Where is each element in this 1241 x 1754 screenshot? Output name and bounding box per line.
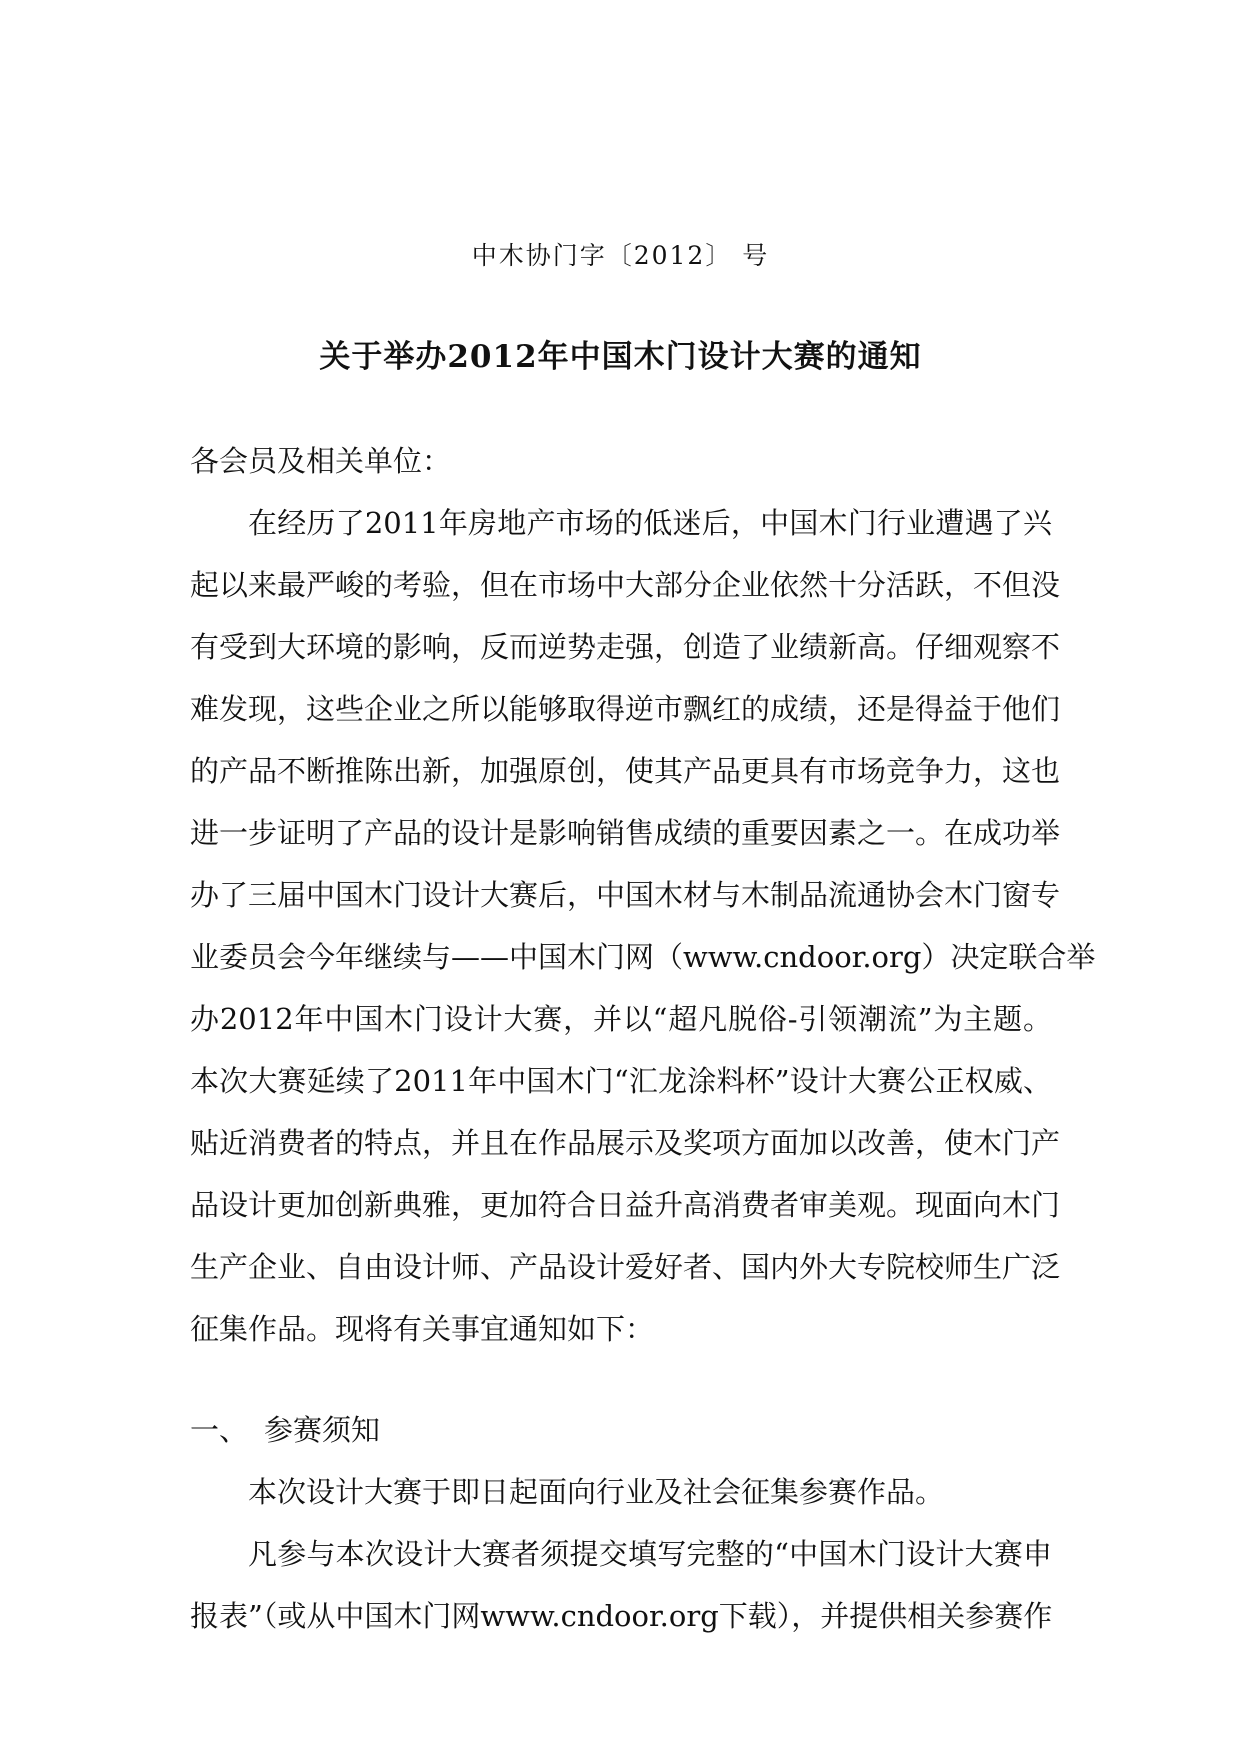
salutation: 各会员及相关单位： xyxy=(190,444,452,478)
paragraph-line: 品设计更加创新典雅，更加符合日益升高消费者审美观。现面向木门 xyxy=(190,1188,1061,1222)
paragraph-line: 本次设计大赛于即日起面向行业及社会征集参赛作品。 xyxy=(248,1475,945,1509)
section-heading xyxy=(190,1399,1052,1461)
paragraph-line: 贴近消费者的特点，并且在作品展示及奖项方面加以改善，使木门产 xyxy=(190,1126,1061,1160)
paragraph-line: 业委员会今年继续与——中国木门网（www.cndoor.org）决定联合举 xyxy=(190,940,1096,974)
paragraph-intro xyxy=(190,492,1096,1360)
paragraph-line: 本次大赛延续了2011年中国木门“汇龙涂料杯”设计大赛公正权威、 xyxy=(190,1064,1052,1098)
section-title: 参赛须知 xyxy=(264,1413,381,1447)
paragraph-line: 的产品不断推陈出新，加强原创，使其产品更具有市场竞争力，这也 xyxy=(190,754,1061,788)
paragraph-line: 征集作品。现将有关事宜通知如下： xyxy=(190,1312,655,1346)
paragraph-line: 难发现，这些企业之所以能够取得逆市飘红的成绩，还是得益于他们 xyxy=(190,692,1061,726)
paragraph-line: 在经历了2011年房地产市场的低迷后，中国木门行业遭遇了兴 xyxy=(248,506,1052,540)
paragraph-line: 报表”（或从中国木门网www.cndoor.org下载），并提供相关参赛作 xyxy=(190,1599,1053,1633)
paragraph-line: 起以来最严峻的考验，但在市场中大部分企业依然十分活跃，不但没 xyxy=(190,568,1061,602)
paragraph-line: 凡参与本次设计大赛者须提交填写完整的“中国木门设计大赛申 xyxy=(248,1537,1052,1571)
paragraph-line: 生产企业、自由设计师、产品设计爱好者、国内外大专院校师生广泛 xyxy=(190,1250,1061,1284)
paragraph-line: 有受到大环境的影响，反而逆势走强，创造了业绩新高。仔细观察不 xyxy=(190,630,1061,664)
paragraph-line: 办2012年中国木门设计大赛，并以“超凡脱俗-引领潮流”为主题。 xyxy=(190,1002,1052,1036)
paragraph-line: 进一步证明了产品的设计是影响销售成绩的重要因素之一。在成功举 xyxy=(190,816,1061,850)
paragraph-application xyxy=(190,1523,1052,1647)
document-title: 关于举办2012年中国木门设计大赛的通知 xyxy=(319,339,922,375)
paragraph-line: 办了三届中国木门设计大赛后，中国木材与木制品流通协会木门窗专 xyxy=(190,878,1061,912)
document-number: 中木协门字〔2012〕 号 xyxy=(471,241,770,270)
paragraph-submission-period xyxy=(190,1461,1052,1523)
section-number: 一、 xyxy=(190,1413,249,1447)
